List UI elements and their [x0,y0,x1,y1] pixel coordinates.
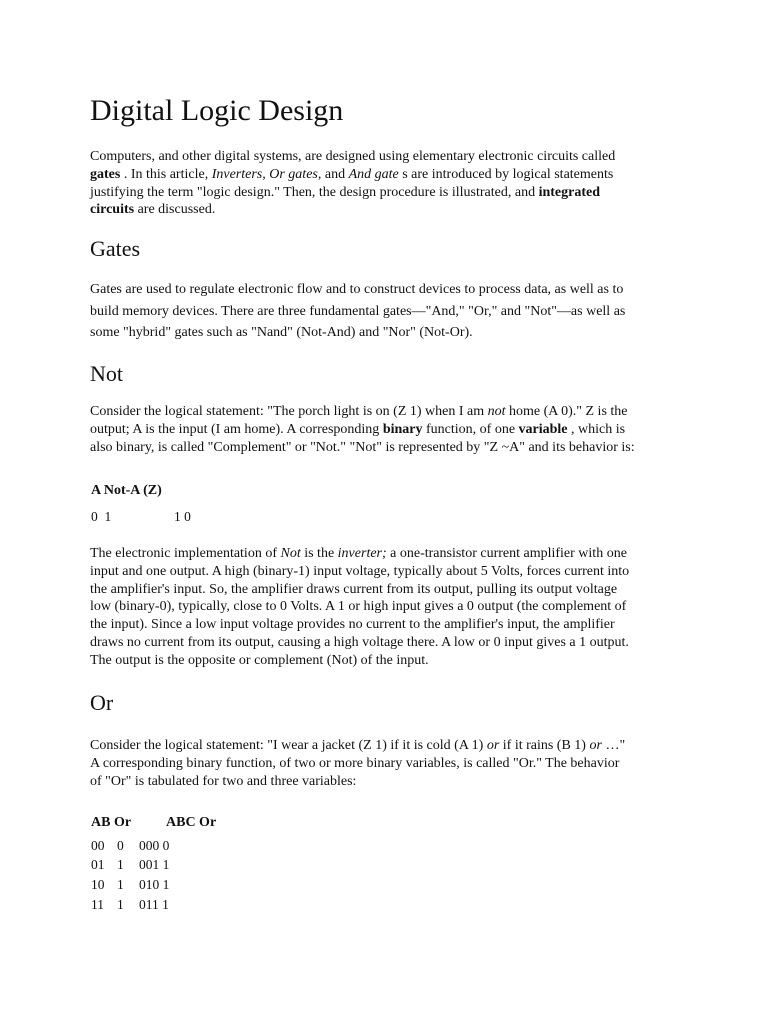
intro-text: . In this article, [120,166,212,182]
not-line-3: also binary, is called "Complement" or "Not." "Not" is represented by "Z ~A" and its behavior is: [90,439,635,455]
or-table-header-ab: AB Or [91,815,132,830]
or-line-2: A corresponding binary function, of two or more binary variables, is called "Or." The behavior [90,755,620,771]
not-table-cell: 1 0 [174,509,191,524]
or-text: if it rains (B 1) [499,738,590,753]
not-line-1 [90,403,635,421]
not-paragraph [90,403,635,456]
or-term-or: or [589,738,602,753]
intro-term-and-gate: And gate [348,166,399,182]
intro-text: justifying the term "logic design." Then, the design procedure is illustrated, and [90,184,539,200]
inverter-line-2: input and one output. A high (binary-1) input voltage, typically about 5 Volts, forces current into [90,563,630,579]
or-cell-or2: 1 [117,877,124,892]
intro-term-inverters: Inverters, Or gates, [211,166,322,182]
or-text: …" [601,738,626,753]
inverter-line-6: draws no current from its output, causing a high voltage there. A low or 0 input gives a 1 output. [90,634,629,650]
inverter-term-inverter: inverter; [337,546,387,561]
gates-line-2: build memory devices. There are three fundamental gates—"And," "Or," and "Not"—as well as [90,303,626,319]
intro-line-1: Computers, and other digital systems, are designed using elementary electronic circuits called [90,149,616,164]
intro-line-4 [90,201,615,219]
or-table-header-abc: ABC Or [166,815,217,830]
inverter-paragraph [90,545,629,670]
inverter-line-1 [90,545,629,563]
not-text: output; A is the input (I am home). A corresponding [90,421,383,437]
not-line-2 [90,421,635,439]
not-text: , which is [567,421,626,437]
not-term-binary: binary [382,421,423,437]
or-line-1 [90,737,625,755]
section-heading-not: Not [90,361,123,386]
not-table-cell: 0 1 [91,509,112,524]
intro-line-3 [90,184,615,202]
inverter-text: is the [300,546,338,561]
intro-term-gates: gates [90,166,121,182]
not-table-header: A Not-A (Z) [91,483,162,498]
inverter-term-not: Not [280,546,301,561]
or-cell-abc: 010 1 [139,877,170,892]
intro-text: s are introduced by logical statements [398,166,614,182]
intro-paragraph [90,148,615,219]
or-cell-abc: 001 1 [139,857,170,872]
not-text: function, of one [422,421,519,437]
or-cell-ab: 01 [91,857,105,872]
inverter-text: The electronic implementation of [90,546,281,561]
inverter-line-3: the amplifier's input. So, the amplifier draws current from its output, pulling its output voltage [90,581,618,597]
inverter-line-5: the input). Since a low input voltage provides no current to the amplifier's input, the amplifier [90,617,615,633]
or-cell-ab: 11 [91,897,104,912]
or-cell-or2: 0 [117,838,124,853]
inverter-line-4: low (binary-0), typically, close to 0 Volts. A 1 or high input gives a 0 output (the complement of [90,599,627,615]
intro-term-circuits: circuits [90,202,135,218]
or-text: Consider the logical statement: "I wear a jacket (Z 1) if it is cold (A 1) [90,738,487,753]
or-cell-ab: 00 [91,838,105,853]
gates-paragraph [90,279,625,344]
or-cell-or2: 1 [117,857,124,872]
inverter-text: a one-transistor current amplifier with one [386,546,627,561]
gates-line-3: some "hybrid" gates such as "Nand" (Not-And) and "Nor" (Not-Or). [90,325,473,340]
or-cell-abc: 011 1 [139,897,169,912]
not-term-variable: variable [518,421,568,437]
or-paragraph [90,737,625,790]
or-cell-or2: 1 [117,897,124,912]
section-heading-or: Or [90,690,114,715]
not-text: Consider the logical statement: "The porch light is on (Z 1) when I am [90,404,488,419]
or-term-or: or [486,738,500,753]
not-term-not: not [487,404,506,419]
gates-line-1: Gates are used to regulate electronic flow and to construct devices to process data, as well as to [90,282,624,297]
section-heading-gates: Gates [90,236,141,261]
intro-text: are discussed. [134,202,216,218]
or-cell-ab: 10 [91,877,105,892]
intro-term-integrated: integrated [538,184,601,200]
intro-line-2 [90,166,615,184]
inverter-line-7: The output is the opposite or complement (Not) of the input. [90,652,429,668]
or-cell-abc: 000 0 [139,838,170,853]
page-title: Digital Logic Design [90,94,344,127]
intro-text: and [321,166,349,182]
not-text: home (A 0)." Z is the [505,404,628,419]
or-line-3: of "Or" is tabulated for two and three variables: [90,773,357,789]
